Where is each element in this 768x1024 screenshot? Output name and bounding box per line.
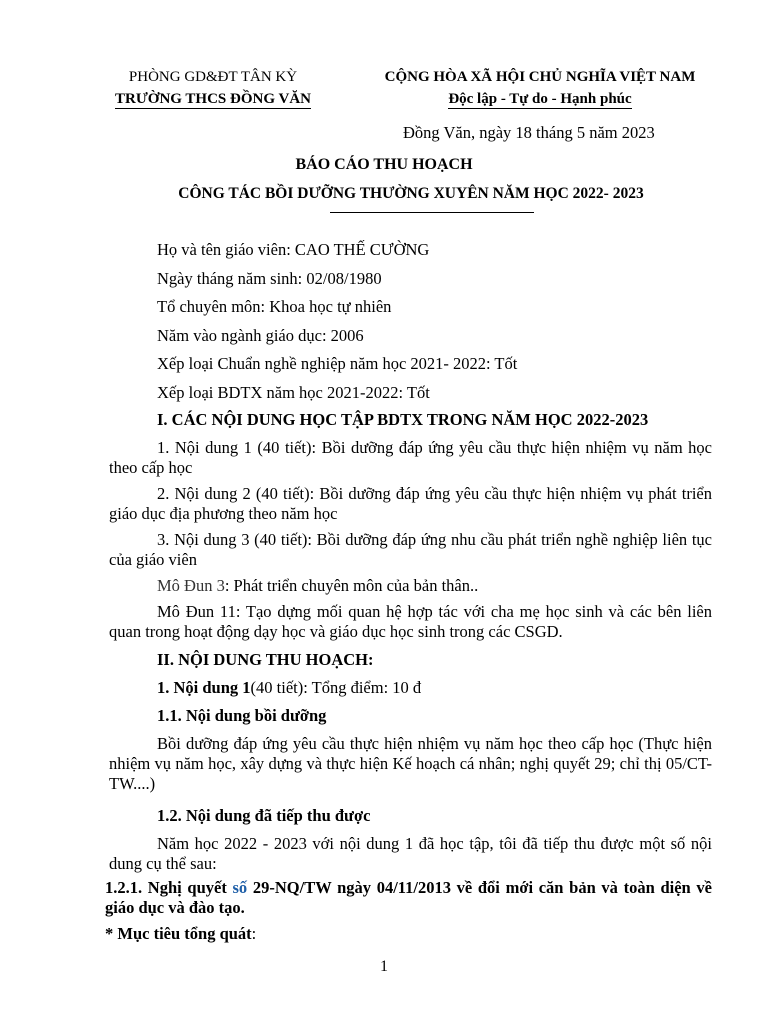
section-2 <box>105 648 712 944</box>
content-1-label: 1. Nội dung 1 <box>157 677 251 697</box>
content-1-score-text: (40 tiết): Tổng điểm: 10 đ <box>250 677 422 697</box>
section-1 <box>109 408 712 642</box>
teacher-department: Tổ chuyên môn: Khoa học tự nhiên <box>157 297 392 317</box>
teacher-start-year: Năm vào ngành giáo dục: 2006 <box>157 325 364 345</box>
sub-1-2-text: Năm học 2022 - 2023 với nội dung 1 đã học tập, tôi đã tiếp thu được một số nội dung cụ thể sau: <box>109 833 712 873</box>
content-item-1: 1. Nội dung 1 (40 tiết): Bồi dưỡng đáp ứng yêu cầu thực hiện nhiệm vụ năm học theo cấp học <box>109 437 712 477</box>
header-right <box>352 66 728 110</box>
resolution-29-number-link[interactable]: số <box>232 877 248 897</box>
department-name: PHÒNG GD&ĐT TÂN KỲ <box>128 69 298 85</box>
teacher-standard-rating: Xếp loại Chuẩn nghề nghiệp năm học 2021- 2022: Tốt <box>157 354 518 374</box>
header-left <box>100 66 326 110</box>
teacher-info <box>109 236 712 408</box>
resolution-29-prefix: 1.2.1. Nghị quyết <box>105 877 233 897</box>
general-goal-colon: : <box>251 923 257 943</box>
report-subtitle: CÔNG TÁC BỒI DƯỠNG THƯỜNG XUYÊN NĂM HỌC 2022- 2023 <box>178 185 644 202</box>
module-3 <box>109 576 712 596</box>
section-1-heading: I. CÁC NỘI DUNG HỌC TẬP BDTX TRONG NĂM HỌC 2022-2023 <box>157 409 649 429</box>
general-goal-label: * Mục tiêu tổng quát <box>105 923 252 943</box>
page-number: 1 <box>380 958 388 975</box>
national-motto: Độc lập - Tự do - Hạnh phúc <box>448 91 632 107</box>
resolution-29-title: 29-NQ/TW ngày 04/11/2013 về đổi mới căn bản và toàn diện về giáo dục và đào tạo. <box>105 877 712 917</box>
sub-1-1-text: Bồi dưỡng đáp ứng yêu cầu thực hiện nhiệm vụ năm học theo cấp học (Thực hiện nhiệm vụ năm học, xây dựng và thực hiện Kế hoạch cá nhân; nghị quyết 29; chỉ thị 05/CT-TW....) <box>109 733 712 793</box>
content-item-2: 2. Nội dung 2 (40 tiết): Bồi dưỡng đáp ứng yêu cầu thực hiện nhiệm vụ phát triển giáo dục địa phương theo năm học <box>109 483 712 523</box>
school-name: TRƯỜNG THCS ĐỒNG VĂN <box>115 91 311 107</box>
report-title: BÁO CÁO THU HOẠCH <box>295 156 473 173</box>
resolution-29 <box>105 878 712 918</box>
document-body <box>105 236 712 944</box>
sub-1-2-heading: 1.2. Nội dung đã tiếp thu được <box>157 805 371 825</box>
teacher-name: Họ và tên giáo viên: CAO THẾ CƯỜNG <box>157 240 430 259</box>
module-3-text: : Phát triển chuyên môn của bản thân.. <box>224 575 479 595</box>
general-goal <box>105 924 712 944</box>
module-11: Mô Đun 11: Tạo dựng mối quan hệ hợp tác với cha mẹ học sinh và các bên liên quan trong hoạt động dạy học và giáo dục học sinh trong các CSGD. <box>109 601 712 641</box>
date-line: Đồng Văn, ngày 18 tháng 5 năm 2023 <box>403 123 655 142</box>
content-1-score <box>109 676 712 700</box>
module-3-label: Mô Đun 3 <box>157 575 225 595</box>
teacher-birthdate: Ngày tháng năm sinh: 02/08/1980 <box>157 268 382 288</box>
national-title: CỘNG HÒA XÃ HỘI CHỦ NGHĨA VIỆT NAM <box>384 69 696 85</box>
content-item-3: 3. Nội dung 3 (40 tiết): Bồi dưỡng đáp ứng nhu cầu phát triển nghề nghiệp liên tục của giáo viên <box>109 529 712 569</box>
section-2-heading: II. NỘI DUNG THU HOẠCH: <box>157 649 374 669</box>
teacher-bdtx-rating: Xếp loại BDTX năm học 2021-2022: Tốt <box>157 382 430 402</box>
sub-1-1-heading: 1.1. Nội dung bồi dưỡng <box>157 705 327 725</box>
title-underline <box>330 212 534 213</box>
